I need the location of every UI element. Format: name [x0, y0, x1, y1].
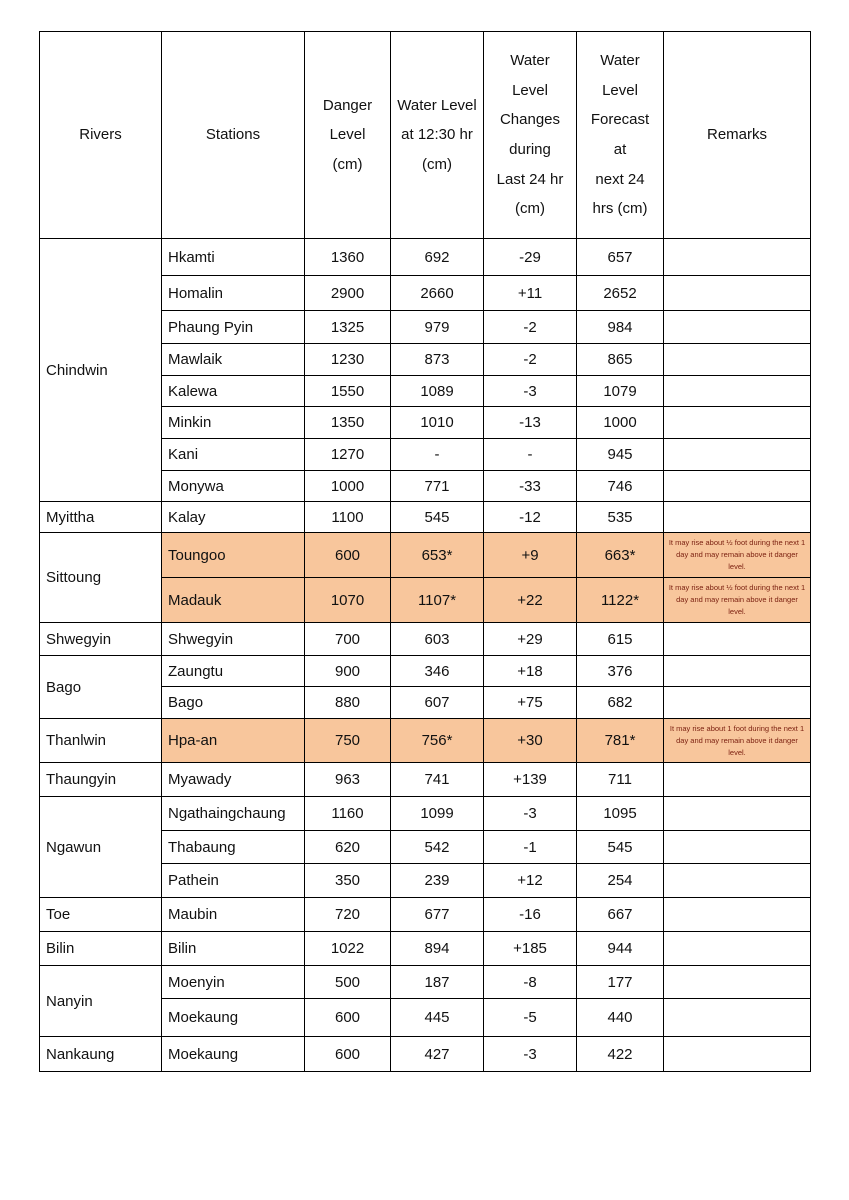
- level-forecast: 682: [577, 687, 664, 719]
- water-level: 603: [391, 623, 484, 656]
- remark: It may rise about 1 foot during the next 1 day and may remain above it danger level.: [664, 719, 811, 763]
- river-name: Bilin: [40, 932, 162, 966]
- water-level: 427: [391, 1037, 484, 1072]
- level-change: +185: [484, 932, 577, 966]
- water-level: 1010: [391, 407, 484, 439]
- river-name: Toe: [40, 898, 162, 932]
- water-level: 542: [391, 831, 484, 864]
- header-level-changes: Water Level Changes during Last 24 hr (cm): [484, 32, 577, 239]
- danger-level: 700: [305, 623, 391, 656]
- station-name: Minkin: [162, 407, 305, 439]
- level-change: -3: [484, 1037, 577, 1072]
- water-level: 677: [391, 898, 484, 932]
- danger-level: 1360: [305, 239, 391, 276]
- remark: [664, 763, 811, 797]
- danger-level: 1325: [305, 311, 391, 344]
- level-forecast: 440: [577, 999, 664, 1037]
- remark: [664, 687, 811, 719]
- level-forecast: 376: [577, 656, 664, 687]
- remark: [664, 898, 811, 932]
- station-name: Zaungtu: [162, 656, 305, 687]
- remark: [664, 966, 811, 999]
- level-forecast: 746: [577, 471, 664, 502]
- danger-level: 620: [305, 831, 391, 864]
- table-row: [40, 898, 811, 932]
- danger-level: 600: [305, 999, 391, 1037]
- remark: [664, 439, 811, 471]
- station-name: Ngathaingchaung: [162, 797, 305, 831]
- water-level: 445: [391, 999, 484, 1037]
- level-forecast: 781*: [577, 719, 664, 763]
- level-forecast: 1122*: [577, 578, 664, 623]
- remark: [664, 831, 811, 864]
- water-level: -: [391, 439, 484, 471]
- table-row: [40, 623, 811, 656]
- danger-level: 1270: [305, 439, 391, 471]
- level-change: +18: [484, 656, 577, 687]
- water-level: 873: [391, 344, 484, 376]
- water-level: 653*: [391, 533, 484, 578]
- level-forecast: 535: [577, 502, 664, 533]
- danger-level: 1160: [305, 797, 391, 831]
- level-forecast: 663*: [577, 533, 664, 578]
- water-level: 2660: [391, 276, 484, 311]
- level-forecast: 984: [577, 311, 664, 344]
- header-rivers: Rivers: [40, 32, 162, 239]
- level-change: +139: [484, 763, 577, 797]
- level-forecast: 711: [577, 763, 664, 797]
- danger-level: 500: [305, 966, 391, 999]
- remark: [664, 623, 811, 656]
- table-row: [40, 763, 811, 797]
- table-row: [40, 1037, 811, 1072]
- remark: [664, 407, 811, 439]
- header-level-forecast: Water Level Forecast at next 24 hrs (cm): [577, 32, 664, 239]
- danger-level: 1000: [305, 471, 391, 502]
- remark: [664, 344, 811, 376]
- level-change: +75: [484, 687, 577, 719]
- header-water-level: Water Level at 12:30 hr (cm): [391, 32, 484, 239]
- station-name: Monywa: [162, 471, 305, 502]
- danger-level: 900: [305, 656, 391, 687]
- danger-level: 600: [305, 1037, 391, 1072]
- level-forecast: 1095: [577, 797, 664, 831]
- table-row: [40, 797, 811, 831]
- table-row: [40, 656, 811, 687]
- level-forecast: 944: [577, 932, 664, 966]
- station-name: Maubin: [162, 898, 305, 932]
- level-change: -8: [484, 966, 577, 999]
- station-name: Mawlaik: [162, 344, 305, 376]
- station-name: Myawady: [162, 763, 305, 797]
- level-change: +11: [484, 276, 577, 311]
- river-name: Myittha: [40, 502, 162, 533]
- danger-level: 1070: [305, 578, 391, 623]
- station-name: Moekaung: [162, 1037, 305, 1072]
- level-change: +22: [484, 578, 577, 623]
- table-row: [40, 502, 811, 533]
- level-forecast: 422: [577, 1037, 664, 1072]
- danger-level: 1230: [305, 344, 391, 376]
- header-stations: Stations: [162, 32, 305, 239]
- remark: [664, 932, 811, 966]
- level-forecast: 615: [577, 623, 664, 656]
- level-change: +9: [484, 533, 577, 578]
- danger-level: 880: [305, 687, 391, 719]
- remark: [664, 797, 811, 831]
- level-forecast: 1079: [577, 376, 664, 407]
- table-row: [40, 239, 811, 276]
- level-change: -2: [484, 344, 577, 376]
- level-change: -5: [484, 999, 577, 1037]
- station-name: Moekaung: [162, 999, 305, 1037]
- level-change: -29: [484, 239, 577, 276]
- danger-level: 750: [305, 719, 391, 763]
- river-name: Ngawun: [40, 797, 162, 898]
- level-forecast: 1000: [577, 407, 664, 439]
- station-name: Homalin: [162, 276, 305, 311]
- remark: [664, 502, 811, 533]
- river-name: Thaungyin: [40, 763, 162, 797]
- water-level: 771: [391, 471, 484, 502]
- level-change: -2: [484, 311, 577, 344]
- water-level: 741: [391, 763, 484, 797]
- station-name: Hkamti: [162, 239, 305, 276]
- header-row: [40, 32, 811, 239]
- remark: [664, 1037, 811, 1072]
- remark: [664, 376, 811, 407]
- water-level: 545: [391, 502, 484, 533]
- danger-level: 1100: [305, 502, 391, 533]
- danger-level: 350: [305, 864, 391, 898]
- danger-level: 720: [305, 898, 391, 932]
- station-name: Bilin: [162, 932, 305, 966]
- danger-level: 1350: [305, 407, 391, 439]
- level-forecast: 177: [577, 966, 664, 999]
- station-name: Kani: [162, 439, 305, 471]
- station-name: Shwegyin: [162, 623, 305, 656]
- table-row: [40, 932, 811, 966]
- table-row: [40, 533, 811, 578]
- header-danger-level: Danger Level (cm): [305, 32, 391, 239]
- water-level: 1099: [391, 797, 484, 831]
- water-level: 1089: [391, 376, 484, 407]
- remark: [664, 471, 811, 502]
- station-name: Kalay: [162, 502, 305, 533]
- level-forecast: 545: [577, 831, 664, 864]
- level-forecast: 865: [577, 344, 664, 376]
- table-row: [40, 966, 811, 999]
- remark: [664, 276, 811, 311]
- level-forecast: 2652: [577, 276, 664, 311]
- level-change: -16: [484, 898, 577, 932]
- station-name: Toungoo: [162, 533, 305, 578]
- water-level: 894: [391, 932, 484, 966]
- river-name: Shwegyin: [40, 623, 162, 656]
- river-name: Bago: [40, 656, 162, 719]
- station-name: Bago: [162, 687, 305, 719]
- remark: [664, 656, 811, 687]
- water-level: 607: [391, 687, 484, 719]
- danger-level: 2900: [305, 276, 391, 311]
- station-name: Thabaung: [162, 831, 305, 864]
- river-name: Sittoung: [40, 533, 162, 623]
- water-level: 756*: [391, 719, 484, 763]
- station-name: Madauk: [162, 578, 305, 623]
- level-change: -13: [484, 407, 577, 439]
- level-forecast: 945: [577, 439, 664, 471]
- remark: It may rise about ½ foot during the next 1 day and may remain above it danger level.: [664, 578, 811, 623]
- station-name: Hpa-an: [162, 719, 305, 763]
- water-level: 979: [391, 311, 484, 344]
- level-change: -1: [484, 831, 577, 864]
- level-forecast: 667: [577, 898, 664, 932]
- level-change: -3: [484, 376, 577, 407]
- station-name: Kalewa: [162, 376, 305, 407]
- header-remarks: Remarks: [664, 32, 811, 239]
- river-name: Thanlwin: [40, 719, 162, 763]
- level-change: +30: [484, 719, 577, 763]
- water-level: 187: [391, 966, 484, 999]
- water-level: 1107*: [391, 578, 484, 623]
- water-level-table: [39, 31, 811, 1072]
- station-name: Pathein: [162, 864, 305, 898]
- river-name: Chindwin: [40, 239, 162, 502]
- remark: [664, 999, 811, 1037]
- station-name: Moenyin: [162, 966, 305, 999]
- level-change: -: [484, 439, 577, 471]
- level-change: -33: [484, 471, 577, 502]
- water-level: 692: [391, 239, 484, 276]
- danger-level: 600: [305, 533, 391, 578]
- level-change: -3: [484, 797, 577, 831]
- remark: [664, 864, 811, 898]
- water-level: 239: [391, 864, 484, 898]
- danger-level: 1550: [305, 376, 391, 407]
- table-row: [40, 719, 811, 763]
- danger-level: 963: [305, 763, 391, 797]
- remark: [664, 239, 811, 276]
- water-level: 346: [391, 656, 484, 687]
- danger-level: 1022: [305, 932, 391, 966]
- station-name: Phaung Pyin: [162, 311, 305, 344]
- level-change: -12: [484, 502, 577, 533]
- remark: It may rise about ½ foot during the next 1 day and may remain above it danger level.: [664, 533, 811, 578]
- remark: [664, 311, 811, 344]
- river-name: Nankaung: [40, 1037, 162, 1072]
- level-change: +29: [484, 623, 577, 656]
- level-forecast: 657: [577, 239, 664, 276]
- level-forecast: 254: [577, 864, 664, 898]
- river-name: Nanyin: [40, 966, 162, 1037]
- table-body: [40, 239, 811, 1072]
- level-change: +12: [484, 864, 577, 898]
